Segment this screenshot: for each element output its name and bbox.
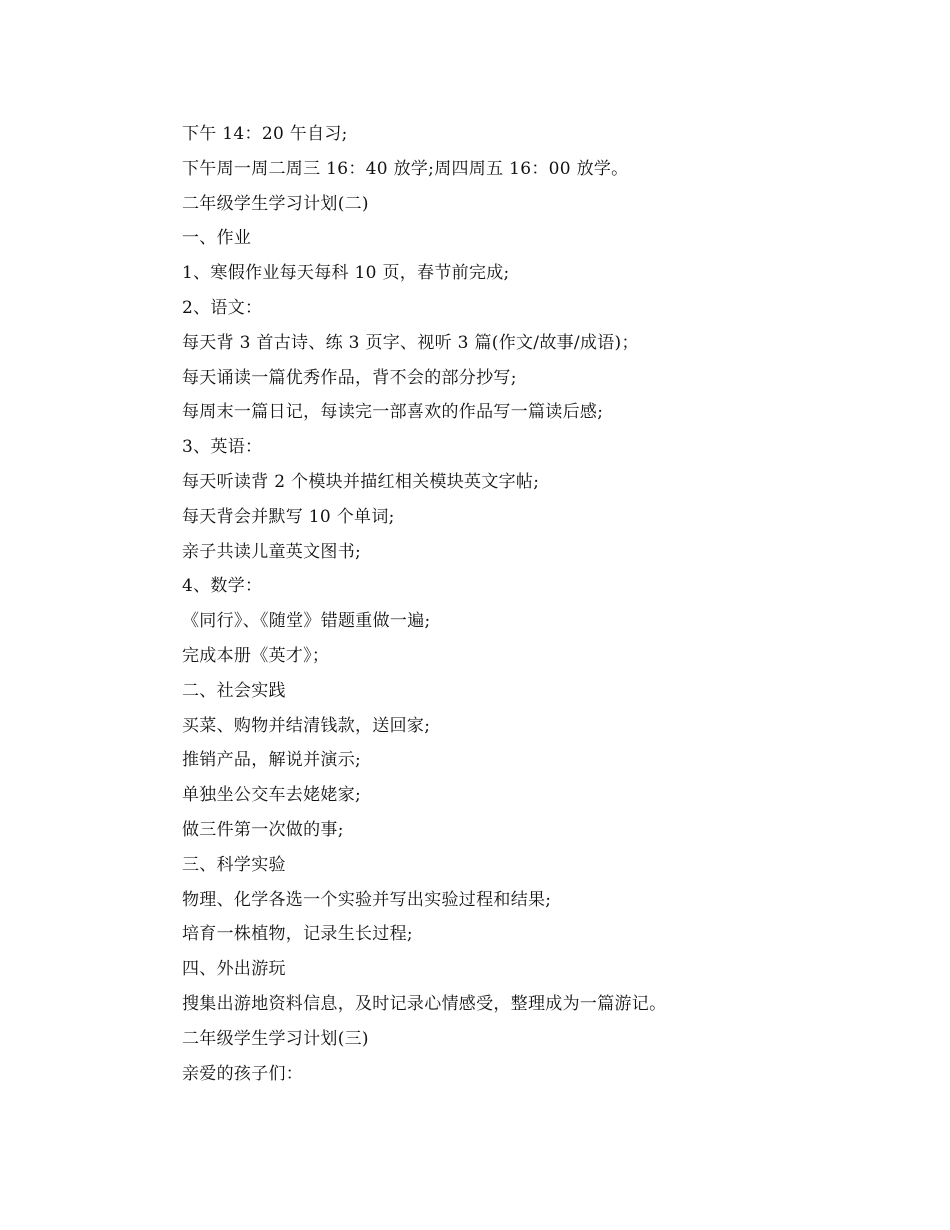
text-line-english-words: 每天背会并默写 10 个单词;: [182, 506, 395, 527]
text-line-math-book: 完成本册《英才》；: [182, 645, 330, 666]
text-line-plant: 培育一株植物，记录生长过程;: [182, 924, 413, 945]
heading-homework: 一、作业: [182, 228, 252, 249]
text-line-first-things: 做三件第一次做的事;: [182, 819, 344, 840]
subheading-english: 3、英语：: [182, 437, 263, 458]
heading-outing: 四、外出游玩: [182, 959, 286, 980]
text-line-selling: 推销产品，解说并演示;: [182, 750, 362, 771]
text-line-winter-homework: 1、寒假作业每天每科 10 页，春节前完成;: [182, 263, 510, 284]
heading-social-practice: 二、社会实践: [182, 680, 286, 701]
heading-science: 三、科学实验: [182, 854, 286, 875]
text-line-noon-study: 下午 14：20 午自习;: [182, 124, 348, 144]
text-line-chinese-diary: 每周末一篇日记，每读完一部喜欢的作品写一篇读后感;: [182, 402, 604, 423]
text-line-greeting: 亲爱的孩子们：: [182, 1063, 304, 1084]
section-title-plan-two: 二年级学生学习计划(二): [182, 193, 369, 214]
text-line-english-reading: 亲子共读儿童英文图书;: [182, 541, 362, 562]
text-line-english-modules: 每天听读背 2 个模块并描红相关模块英文字帖;: [182, 471, 540, 492]
text-line-shopping: 买菜、购物并结清钱款，送回家;: [182, 715, 431, 736]
text-line-bus: 单独坐公交车去姥姥家;: [182, 785, 362, 806]
subheading-math: 4、数学：: [182, 576, 263, 597]
text-line-travel-notes: 搜集出游地资料信息，及时记录心情感受，整理成为一篇游记。: [182, 993, 667, 1014]
text-line-math-errors: 《同行》、《随堂》错题重做一遍;: [182, 611, 431, 632]
section-title-plan-three: 二年级学生学习计划(三): [182, 1028, 369, 1049]
text-line-experiments: 物理、化学各选一个实验并写出实验过程和结果;: [182, 889, 552, 910]
text-line-dismissal-time: 下午周一周二周三 16：40 放学;周四周五 16：00 放学。: [182, 158, 629, 179]
text-line-chinese-daily: 每天背 3 首古诗、练 3 页字、视听 3 篇(作文/故事/成语)；: [182, 332, 639, 353]
subheading-chinese: 2、语文：: [182, 297, 263, 318]
document-body: [182, 117, 882, 1091]
text-line-chinese-recite: 每天诵读一篇优秀作品，背不会的部分抄写;: [182, 367, 517, 388]
